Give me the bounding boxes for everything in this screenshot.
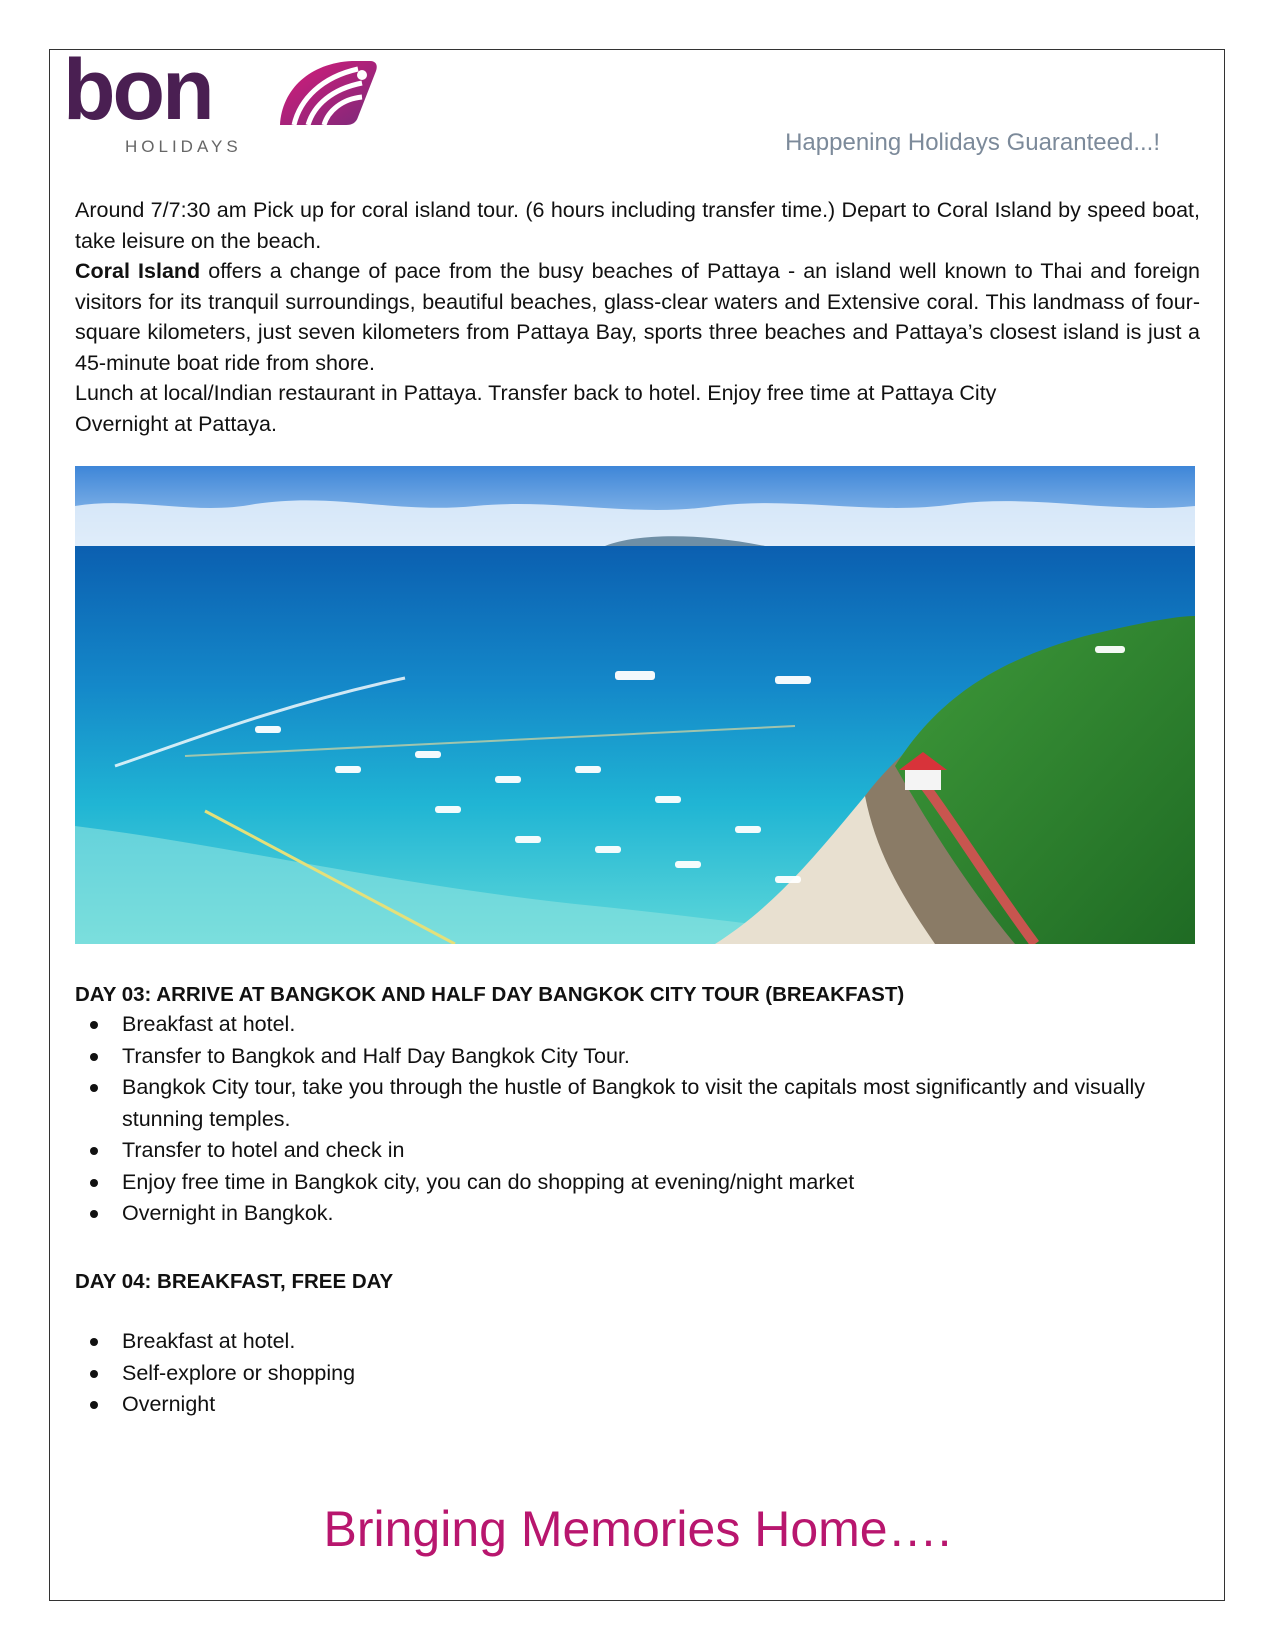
list-item: Bangkok City tour, take you through the hustle of Bangkok to visit the capitals most significantly and visually stunning temples.	[75, 1072, 1200, 1135]
coral-island-photo	[75, 466, 1195, 944]
logo-subtitle: HOLIDAYS	[125, 137, 242, 156]
logo-fan-icon	[270, 59, 380, 127]
day04-list	[75, 1326, 1200, 1421]
list-item: Transfer to Bangkok and Half Day Bangkok City Tour.	[75, 1041, 1200, 1073]
intro-overnight: Overnight at Pattaya.	[75, 411, 277, 436]
list-item: Enjoy free time in Bangkok city, you can do shopping at evening/night market	[75, 1167, 1200, 1199]
coral-island-bold: Coral Island	[75, 259, 201, 283]
header-tagline: Happening Holidays Guaranteed...!	[785, 129, 1160, 156]
list-item: Self-explore or shopping	[75, 1358, 1200, 1390]
logo	[63, 42, 323, 160]
list-item: Transfer to hotel and check in	[75, 1135, 1200, 1167]
list-item: Overnight	[75, 1389, 1200, 1421]
intro-lunch: Lunch at local/Indian restaurant in Pattaya. Transfer back to hotel. Enjoy free time at Pattaya City	[75, 381, 997, 405]
day03-heading: DAY 03: ARRIVE AT BANGKOK AND HALF DAY BANGKOK CITY TOUR (BREAKFAST)	[75, 983, 905, 1006]
list-item: Overnight in Bangkok.	[75, 1198, 1200, 1230]
list-item: Breakfast at hotel.	[75, 1009, 1200, 1041]
footer-slogan: Bringing Memories Home….	[323, 1501, 952, 1557]
intro-coral-paragraph	[75, 256, 1200, 378]
list-item: Breakfast at hotel.	[75, 1326, 1200, 1358]
coral-description: offers a change of pace from the busy beaches of Pattaya - an island well known to Thai and foreign visitors for its tranquil surroundings, beautiful beaches, glass-clear waters and Extensive coral. This landmass of four-square kilometers, just seven kilometers from Pattaya Bay, sports three beaches and Pattaya’s closest island is just a 45-minute boat ride from shore.	[75, 259, 1200, 375]
intro-pickup: Around 7/7:30 am Pick up for coral island tour. (6 hours including transfer time.) Depart to Coral Island by speed boat, take leisure on the beach.	[75, 198, 1200, 253]
day04-heading: DAY 04: BREAKFAST, FREE DAY	[75, 1270, 394, 1293]
coral-island-photo-illustration	[75, 466, 1195, 944]
day03-list	[75, 1009, 1200, 1230]
intro-section	[75, 195, 1200, 439]
logo-wordmark: bon	[63, 42, 212, 138]
